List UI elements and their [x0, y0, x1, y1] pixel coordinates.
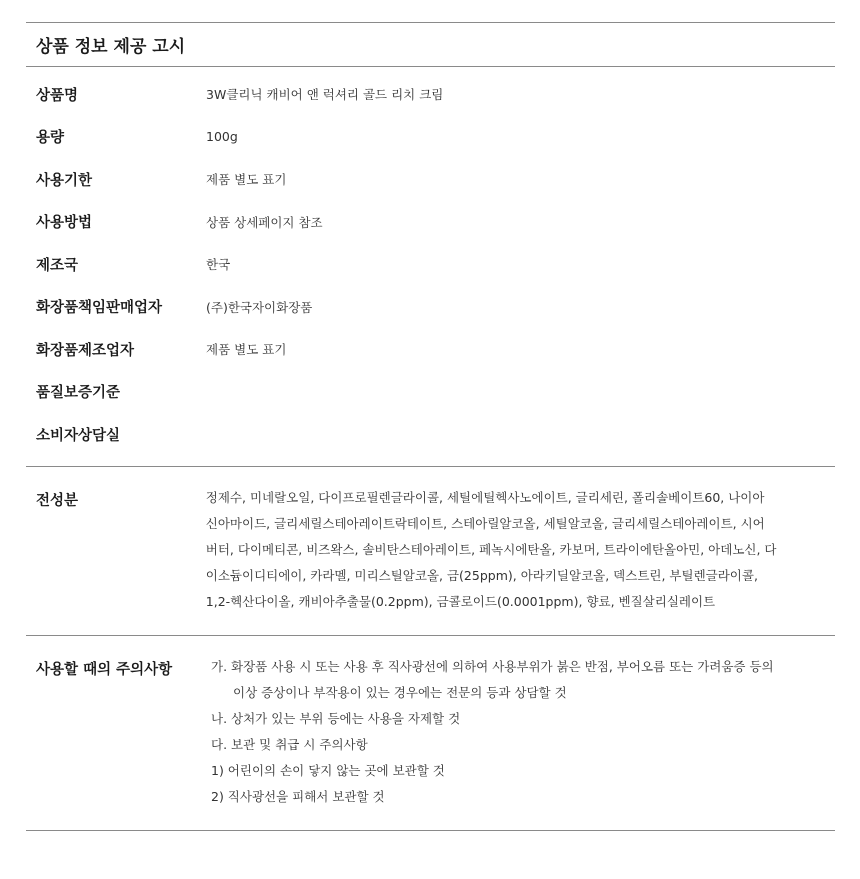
- info-value: 제품 별도 표기: [206, 172, 287, 188]
- info-value: 상품 상세페이지 참조: [206, 214, 323, 230]
- info-row-manufacturer: [26, 328, 835, 371]
- info-value: 3W클리닉 캐비어 앤 럭셔리 골드 리치 크림: [206, 87, 444, 103]
- ingredients-line: 정제수, 미네랄오일, 다이프로필렌글라이콜, 세틸에틸헥사노에이트, 글리세린, 폴리솔베이트60, 나이아: [205, 489, 765, 505]
- ingredients-block: [26, 467, 835, 635]
- info-value: 100g: [206, 129, 238, 145]
- info-row-distributor: [26, 286, 835, 329]
- ingredients-line: 신아마이드, 글리세릴스테아레이트락테이트, 스테아릴알코올, 세틸알코올, 글리세릴스테아레이트, 시어: [205, 515, 765, 531]
- caution-item: 나. 상처가 있는 부위 등에는 사용을 자제할 것: [211, 710, 461, 726]
- info-label: 화장품제조업자: [36, 342, 135, 359]
- info-table: [26, 67, 835, 466]
- cautions-label: 사용할 때의 주의사항: [36, 661, 173, 678]
- info-label: 품질보증기준: [36, 385, 121, 402]
- ingredients-line: 1,2-헥산다이올, 캐비아추출물(0.2ppm), 금콜로이드(0.0001ppm), 향료, 벤질살리실레이트: [205, 593, 716, 609]
- product-notice: [26, 22, 835, 831]
- caution-item-continued: 이상 증상이나 부작용이 있는 경우에는 전문의 등과 상담할 것: [233, 684, 567, 700]
- info-row-expiry: [26, 158, 835, 201]
- info-row-consumer-center: [26, 413, 835, 456]
- info-label: 사용기한: [36, 172, 93, 189]
- info-label: 용량: [36, 130, 65, 147]
- cautions-block: [26, 636, 835, 830]
- ingredients-line: 이소듐이디티에이, 카라멜, 미리스틸알코올, 금(25ppm), 아라키딜알코올, 덱스트린, 부틸렌글라이콜,: [205, 567, 758, 583]
- info-row-product-name: [26, 73, 835, 116]
- section-title: 상품 정보 제공 고시: [36, 37, 186, 57]
- info-label: 소비자상담실: [36, 427, 121, 444]
- ingredients-line: 버터, 다이메티콘, 비즈왁스, 솔비탄스테아레이트, 페녹시에탄올, 카보머, 트라이에탄올아민, 아데노신, 다: [205, 541, 777, 557]
- info-label: 상품명: [36, 87, 79, 104]
- info-value: 한국: [206, 257, 231, 273]
- info-row-country: [26, 243, 835, 286]
- caution-item: 2) 직사광선을 피해서 보관할 것: [211, 788, 385, 804]
- caution-item: 1) 어린이의 손이 닿지 않는 곳에 보관할 것: [211, 762, 445, 778]
- bottom-divider: [26, 830, 835, 831]
- caution-item: 다. 보관 및 취급 시 주의사항: [211, 736, 368, 752]
- info-row-capacity: [26, 116, 835, 159]
- cautions-list: [211, 654, 774, 810]
- info-label: 사용방법: [36, 215, 93, 232]
- ingredients-label: 전성분: [36, 492, 79, 509]
- info-value: 제품 별도 표기: [206, 342, 287, 358]
- info-row-usage: [26, 201, 835, 244]
- info-row-quality: [26, 371, 835, 414]
- info-label: 제조국: [36, 257, 79, 274]
- info-value: (주)한국자이화장품: [206, 299, 313, 315]
- caution-item: 가. 화장품 사용 시 또는 사용 후 직사광선에 의하여 사용부위가 붉은 반점, 부어오름 또는 가려움증 등의: [211, 658, 774, 674]
- info-label: 화장품책임판매업자: [36, 300, 163, 317]
- ingredients-text: [206, 485, 835, 615]
